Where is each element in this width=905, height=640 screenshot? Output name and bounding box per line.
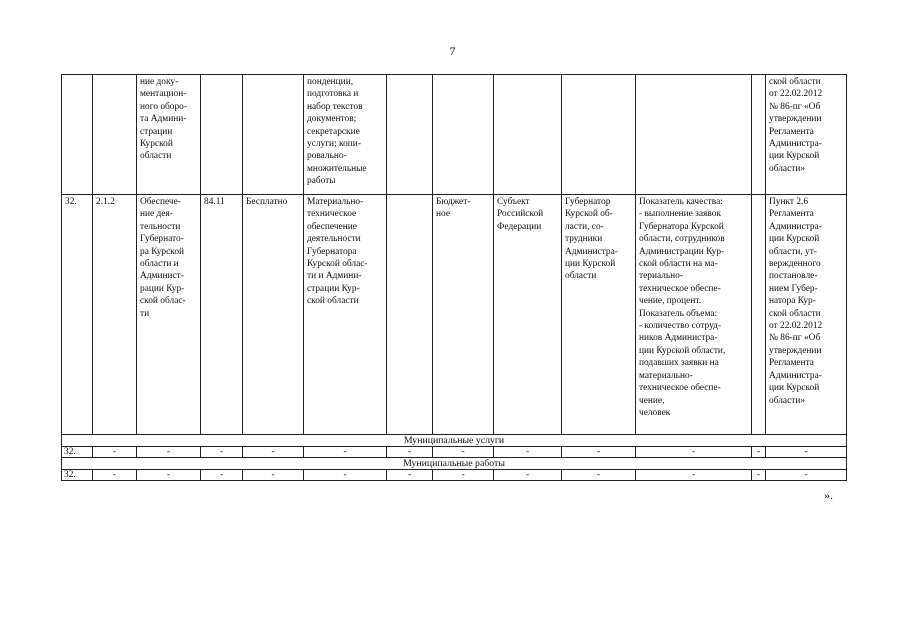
cell-basis: ской области от 22.02.2012 № 86-пг «Об утверждении Регламента Администра- ции Курской области» <box>766 75 847 195</box>
cell-dash: - <box>201 447 243 458</box>
cell-indicators: Показатель качества: - выполнение заявок Губернатора Курской области, сотрудников Администрации Кур- ской области на ма- териально- техническое обеспе- чение, процент. Показатель объема: - количество сотруд- ников Администра- ции Курской области, подавших заявки на материально- техническое обеспе- чение, человек <box>636 195 752 435</box>
cell-dash: - <box>766 470 847 481</box>
cell-financing <box>433 75 494 195</box>
cell-dash: - <box>494 470 562 481</box>
section-dash-row <box>62 447 847 458</box>
cell-content: понденции, подготовка и набор текстов документов; секретарские услуги; копи- ровально- множительные работы <box>304 75 387 195</box>
cell-dash: - <box>243 447 304 458</box>
cell-dash: - <box>752 447 766 458</box>
cell-dash: - <box>137 470 201 481</box>
section-dash-row <box>62 470 847 481</box>
cell-dash: - <box>304 470 387 481</box>
cell-basis: Пункт 2.6 Регламента Администра- ции Курской области, ут- вержденного постановле- нием Губер- натора Кур- ской области от 22.02.2012 № 86-пг «Об утверждении Регламента Администра- ции Курской области» <box>766 195 847 435</box>
cell-dash: - <box>752 470 766 481</box>
cell-dash: - <box>304 447 387 458</box>
section-heading-row <box>62 458 847 470</box>
cell-dash: - <box>433 447 494 458</box>
cell-dash: - <box>636 470 752 481</box>
closing-quote: ». <box>824 488 833 502</box>
cell-dash: - <box>766 447 847 458</box>
continuation-row <box>62 75 847 195</box>
cell-subject: Субъект Российской Федерации <box>494 195 562 435</box>
cell-code <box>93 75 137 195</box>
section-heading-row <box>62 435 847 447</box>
section-title: Муниципальные работы <box>62 458 847 470</box>
cell-dash: - <box>93 470 137 481</box>
cell-empty <box>387 195 433 435</box>
cell-consumers: Губернатор Курской об- ласти, со- трудники Администра- ции Курской области <box>562 195 636 435</box>
cell-dash: - <box>562 470 636 481</box>
cell-consumers <box>562 75 636 195</box>
cell-number: 32. <box>62 470 93 481</box>
cell-dash: - <box>93 447 137 458</box>
cell-code: 2.1.2 <box>93 195 137 435</box>
cell-financing: Бюджет- ное <box>433 195 494 435</box>
cell-service-name: Обеспече- ние дея- тельности Губернато- ра Курской области и Админист- рации Кур- ской облас- ти <box>137 195 201 435</box>
main-row <box>62 195 847 435</box>
cell-number: 32. <box>62 447 93 458</box>
section-title: Муниципальные услуги <box>62 435 847 447</box>
cell-content: Материально- техническое обеспечение деятельности Губернатора Курской облас- ти и Админи- страции Кур- ской области <box>304 195 387 435</box>
services-table <box>61 74 847 481</box>
cell-dash: - <box>243 470 304 481</box>
cell-payment: Бесплатно <box>243 195 304 435</box>
page-number: 7 <box>449 44 456 58</box>
cell-indicators <box>636 75 752 195</box>
cell-dash: - <box>562 447 636 458</box>
cell-narrow <box>752 195 766 435</box>
cell-dash: - <box>387 470 433 481</box>
cell-number: 32. <box>62 195 93 435</box>
cell-service-name: ние доку- ментацион- ного оборо- та Админи- страции Курской области <box>137 75 201 195</box>
cell-number <box>62 75 93 195</box>
cell-narrow <box>752 75 766 195</box>
cell-dash: - <box>387 447 433 458</box>
cell-okved: 84.11 <box>201 195 243 435</box>
cell-dash: - <box>494 447 562 458</box>
cell-empty <box>387 75 433 195</box>
cell-dash: - <box>636 447 752 458</box>
cell-okved <box>201 75 243 195</box>
cell-subject <box>494 75 562 195</box>
cell-dash: - <box>201 470 243 481</box>
cell-dash: - <box>433 470 494 481</box>
cell-payment <box>243 75 304 195</box>
cell-dash: - <box>137 447 201 458</box>
